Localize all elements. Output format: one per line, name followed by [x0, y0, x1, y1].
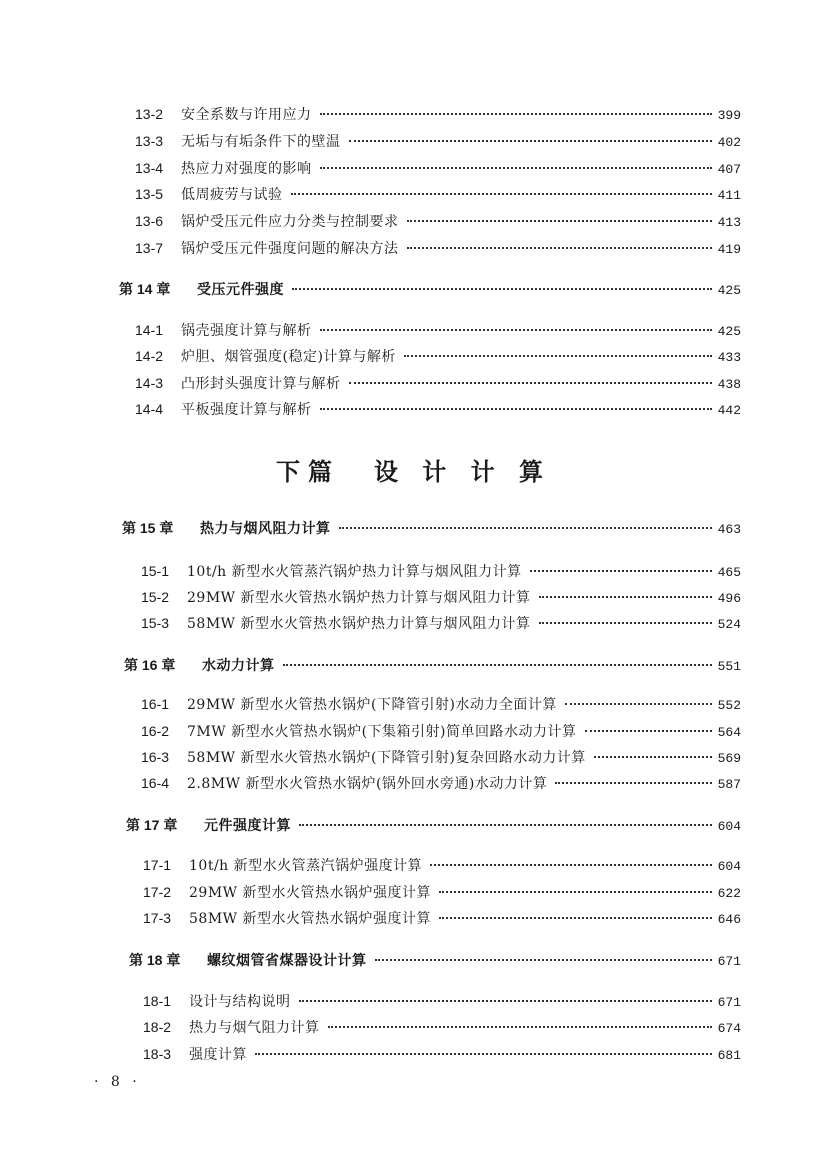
toc-entry-title: 强度计算 [189, 1047, 247, 1063]
toc-entry-page: 425 [717, 324, 741, 339]
toc-section-entry [135, 373, 741, 393]
dot-leader [430, 864, 711, 866]
toc-entry-page: 551 [717, 659, 741, 674]
toc-entry-title: 58MW 新型水火管热水锅炉强度计算 [189, 911, 431, 927]
dot-leader [283, 664, 712, 666]
toc-entry-title: 锅壳强度计算与解析 [181, 323, 312, 339]
toc-entry-number: 第 17 章 [126, 817, 178, 833]
toc-entry-title: 29MW 新型水火管热水锅炉(下降管引射)水动力全面计算 [187, 697, 557, 713]
toc-entry-number: 18-1 [143, 993, 172, 1009]
toc-section-entry [135, 131, 741, 151]
toc-entry-title: 安全系数与许用应力 [181, 107, 312, 123]
page-number: · 8 · [94, 1074, 141, 1090]
toc-entry-page: 674 [717, 1021, 741, 1036]
toc-entry-title: 10t/h 新型水火管蒸汽锅炉热力计算与烟风阻力计算 [187, 564, 522, 580]
dot-leader [292, 288, 712, 290]
toc-entry-number: 16-2 [141, 723, 170, 739]
toc-entry-page: 413 [717, 215, 741, 230]
toc-entry-number: 14-2 [135, 348, 164, 364]
toc-section-entry [141, 694, 741, 714]
toc-section-entry [141, 773, 741, 793]
toc-entry-number: 13-5 [135, 186, 164, 202]
dot-leader [439, 891, 712, 893]
toc-entry-number: 16-3 [141, 749, 170, 765]
toc-entry-number: 14-1 [135, 322, 164, 338]
toc-entry-title: 2.8MW 新型水火管热水锅炉(锅外回水旁通)水动力计算 [187, 776, 548, 792]
toc-section-entry [135, 346, 741, 366]
toc-entry-title: 29MW 新型水火管热水锅炉热力计算与烟风阻力计算 [187, 590, 531, 606]
toc-entry-number: 17-2 [143, 884, 172, 900]
dot-leader [320, 408, 712, 410]
toc-entry-page: 402 [717, 135, 741, 150]
part-heading [0, 452, 827, 487]
toc-entry-title: 低周疲劳与试验 [181, 187, 283, 203]
toc-entry-title: 7MW 新型水火管热水锅炉(下集箱引射)简单回路水动力计算 [187, 724, 577, 740]
toc-entry-page: 425 [717, 283, 741, 298]
dot-leader [555, 782, 711, 784]
toc-section-entry [143, 1017, 741, 1037]
toc-section-entry [143, 1044, 741, 1064]
dot-leader [375, 959, 712, 961]
toc-section-entry [135, 158, 741, 178]
toc-section-entry [135, 238, 741, 258]
toc-entry-number: 第 15 章 [122, 520, 174, 536]
toc-chapter-entry [122, 518, 741, 538]
toc-section-entry [143, 882, 741, 902]
toc-entry-number: 15-3 [141, 615, 170, 631]
toc-entry-page: 564 [717, 725, 741, 740]
toc-entry-page: 587 [717, 777, 741, 792]
toc-entry-title: 58MW 新型水火管热水锅炉热力计算与烟风阻力计算 [187, 616, 531, 632]
toc-entry-number: 18-3 [143, 1046, 172, 1062]
toc-entry-number: 13-6 [135, 213, 164, 229]
toc-section-entry [143, 991, 741, 1011]
toc-section-entry [141, 747, 741, 767]
dot-leader [349, 382, 712, 384]
toc-entry-title: 10t/h 新型水火管蒸汽锅炉强度计算 [189, 858, 423, 874]
toc-entry-page: 419 [717, 242, 741, 257]
toc-entry-title: 元件强度计算 [204, 818, 291, 834]
toc-entry-number: 13-7 [135, 240, 164, 256]
toc-entry-title: 锅炉受压元件强度问题的解决方法 [181, 241, 399, 257]
dot-leader [299, 1000, 712, 1002]
dot-leader [539, 622, 712, 624]
toc-entry-page: 399 [717, 108, 741, 123]
part-heading-title: 设 计 计 算 [373, 457, 552, 486]
dot-leader [565, 703, 712, 705]
toc-entry-number: 14-3 [135, 375, 164, 391]
dot-leader [320, 329, 712, 331]
dot-leader [539, 596, 712, 598]
toc-entry-page: 463 [717, 522, 741, 537]
dot-leader [585, 730, 712, 732]
toc-entry-number: 15-2 [141, 589, 170, 605]
toc-entry-number: 16-4 [141, 775, 170, 791]
toc-entry-number: 14-4 [135, 401, 164, 417]
dot-leader [349, 140, 712, 142]
toc-entry-page: 604 [717, 819, 741, 834]
toc-entry-page: 407 [717, 162, 741, 177]
toc-entry-number: 17-1 [143, 857, 172, 873]
toc-entry-page: 569 [717, 751, 741, 766]
toc-entry-page: 433 [717, 350, 741, 365]
toc-section-entry [141, 721, 741, 741]
toc-entry-page: 442 [717, 403, 741, 418]
toc-section-entry [141, 613, 741, 633]
toc-entry-page: 465 [717, 565, 741, 580]
toc-entry-title: 锅炉受压元件应力分类与控制要求 [181, 214, 399, 230]
toc-section-entry [135, 320, 741, 340]
toc-entry-page: 411 [717, 188, 741, 203]
dot-leader [328, 1026, 712, 1028]
toc-entry-title: 受压元件强度 [197, 282, 284, 298]
toc-entry-title: 设计与结构说明 [189, 994, 291, 1010]
toc-entry-title: 29MW 新型水火管热水锅炉强度计算 [189, 885, 431, 901]
toc-entry-number: 13-3 [135, 133, 164, 149]
dot-leader [407, 247, 712, 249]
toc-entry-number: 18-2 [143, 1019, 172, 1035]
toc-entry-page: 438 [717, 377, 741, 392]
toc-section-entry [143, 855, 741, 875]
toc-entry-page: 646 [717, 912, 741, 927]
toc-entry-title: 水动力计算 [202, 658, 275, 674]
toc-entry-title: 螺纹烟管省煤器设计计算 [207, 953, 367, 969]
toc-chapter-entry [129, 950, 741, 970]
toc-section-entry [143, 908, 741, 928]
dot-leader [530, 570, 712, 572]
toc-entry-page: 681 [717, 1048, 741, 1063]
toc-entry-number: 15-1 [141, 563, 170, 579]
toc-entry-page: 671 [717, 954, 741, 969]
dot-leader [299, 824, 712, 826]
toc-section-entry [141, 587, 741, 607]
toc-entry-title: 热应力对强度的影响 [181, 161, 312, 177]
toc-chapter-entry [124, 655, 741, 675]
dot-leader [320, 167, 712, 169]
toc-chapter-entry [119, 279, 741, 299]
toc-entry-number: 16-1 [141, 696, 170, 712]
toc-entry-number: 13-4 [135, 160, 164, 176]
dot-leader [255, 1053, 712, 1055]
toc-entry-title: 无垢与有垢条件下的壁温 [181, 134, 341, 150]
toc-entry-page: 524 [717, 617, 741, 632]
toc-entry-number: 第 16 章 [124, 657, 176, 673]
dot-leader [407, 220, 712, 222]
dot-leader [291, 193, 712, 195]
toc-entry-page: 622 [717, 886, 741, 901]
toc-section-entry [135, 184, 741, 204]
toc-entry-title: 热力与烟气阻力计算 [189, 1020, 320, 1036]
toc-entry-title: 热力与烟风阻力计算 [200, 521, 331, 537]
part-heading-label: 下篇 [275, 457, 340, 486]
toc-entry-page: 604 [717, 859, 741, 874]
toc-entry-number: 13-2 [135, 106, 164, 122]
toc-entry-page: 671 [717, 995, 741, 1010]
toc-section-entry [135, 211, 741, 231]
toc-entry-title: 平板强度计算与解析 [181, 402, 312, 418]
dot-leader [320, 113, 712, 115]
dot-leader [439, 917, 712, 919]
toc-entry-number: 17-3 [143, 910, 172, 926]
dot-leader [404, 355, 712, 357]
toc-section-entry [135, 104, 741, 124]
toc-section-entry [141, 561, 741, 581]
toc-entry-title: 炉胆、烟管强度(稳定)计算与解析 [181, 349, 396, 365]
toc-entry-number: 第 14 章 [119, 281, 171, 297]
toc-entry-page: 552 [717, 698, 741, 713]
dot-leader [594, 756, 712, 758]
toc-entry-title: 凸形封头强度计算与解析 [181, 376, 341, 392]
dot-leader [339, 527, 712, 529]
toc-entry-title: 58MW 新型水火管热水锅炉(下降管引射)复杂回路水动力计算 [187, 750, 586, 766]
toc-chapter-entry [126, 815, 741, 835]
toc-entry-page: 496 [717, 591, 741, 606]
toc-entry-number: 第 18 章 [129, 952, 181, 968]
toc-section-entry [135, 399, 741, 419]
